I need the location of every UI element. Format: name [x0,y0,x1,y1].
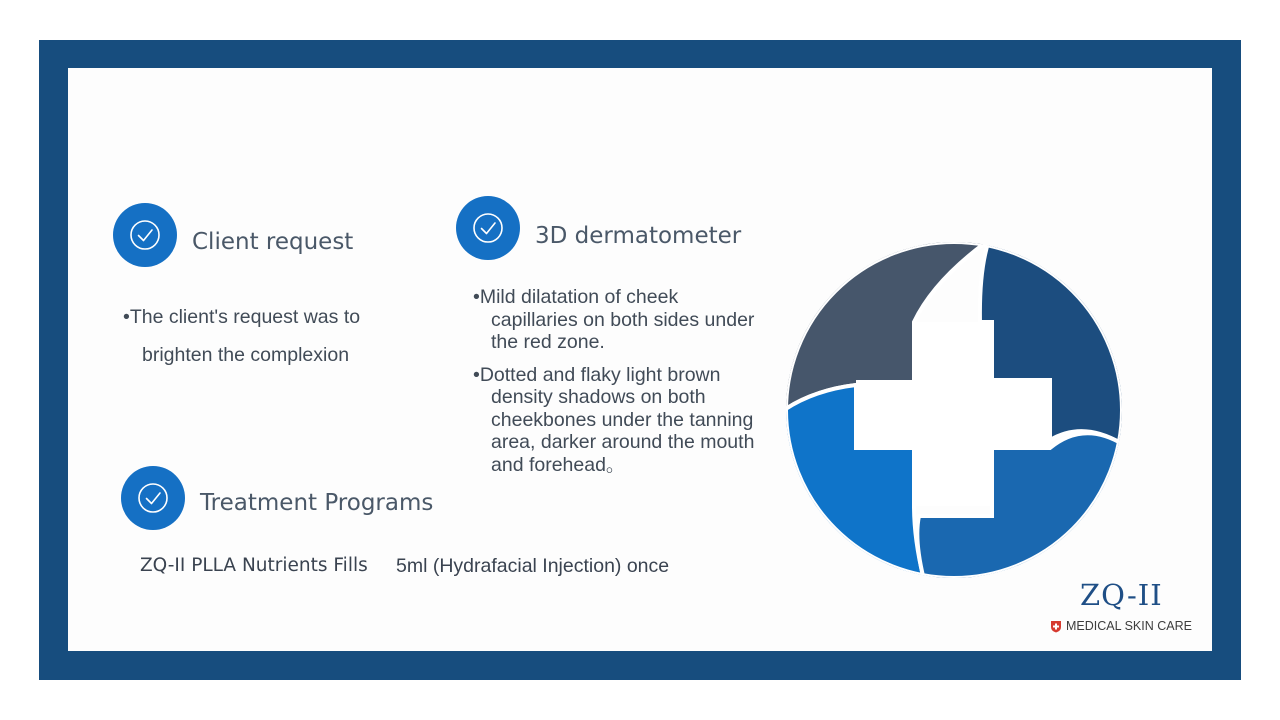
treatment-detail: 5ml (Hydrafacial Injection) once [396,555,670,577]
finding-1-line-2: capillaries on both sides under [491,308,755,331]
treatment-heading: Treatment Programs [200,490,434,516]
check-circle-icon [121,466,185,530]
finding-2-line-1: •Dotted and flaky light brown [473,363,721,386]
finding-2-line-4: area, darker around the mouth [491,431,755,453]
dermatometer-heading: 3D dermatometer [535,223,742,249]
client-request-line-2: brighten the complexion [142,343,350,366]
client-request-text [123,306,360,366]
finding-2-line-2: density shadows on both [491,386,706,408]
finding-1-line-1: •Mild dilatation of cheek [473,286,679,308]
brand-tagline-text: MEDICAL SKIN CARE [1066,619,1192,633]
dermatometer-findings [473,286,754,476]
client-request-line-1: •The client's request was to [123,306,361,328]
treatment-product: ZQ-II PLLA Nutrients Fills [140,555,368,576]
brand-tagline [1050,619,1192,633]
shield-cross-icon [1050,620,1062,633]
finding-2-line-3: cheekbones under the tanning [491,408,754,431]
medical-cross-icon [784,240,1124,580]
finding-1 [473,286,754,354]
client-request-heading: Client request [192,229,354,255]
finding-2-line-5: and forehead。 [491,453,626,476]
check-circle-icon [456,196,520,260]
finding-1-line-3: the red zone. [491,331,605,353]
check-circle-icon [113,203,177,267]
brand-wordmark: ZQ-II [1080,578,1163,612]
finding-2 [473,364,754,477]
